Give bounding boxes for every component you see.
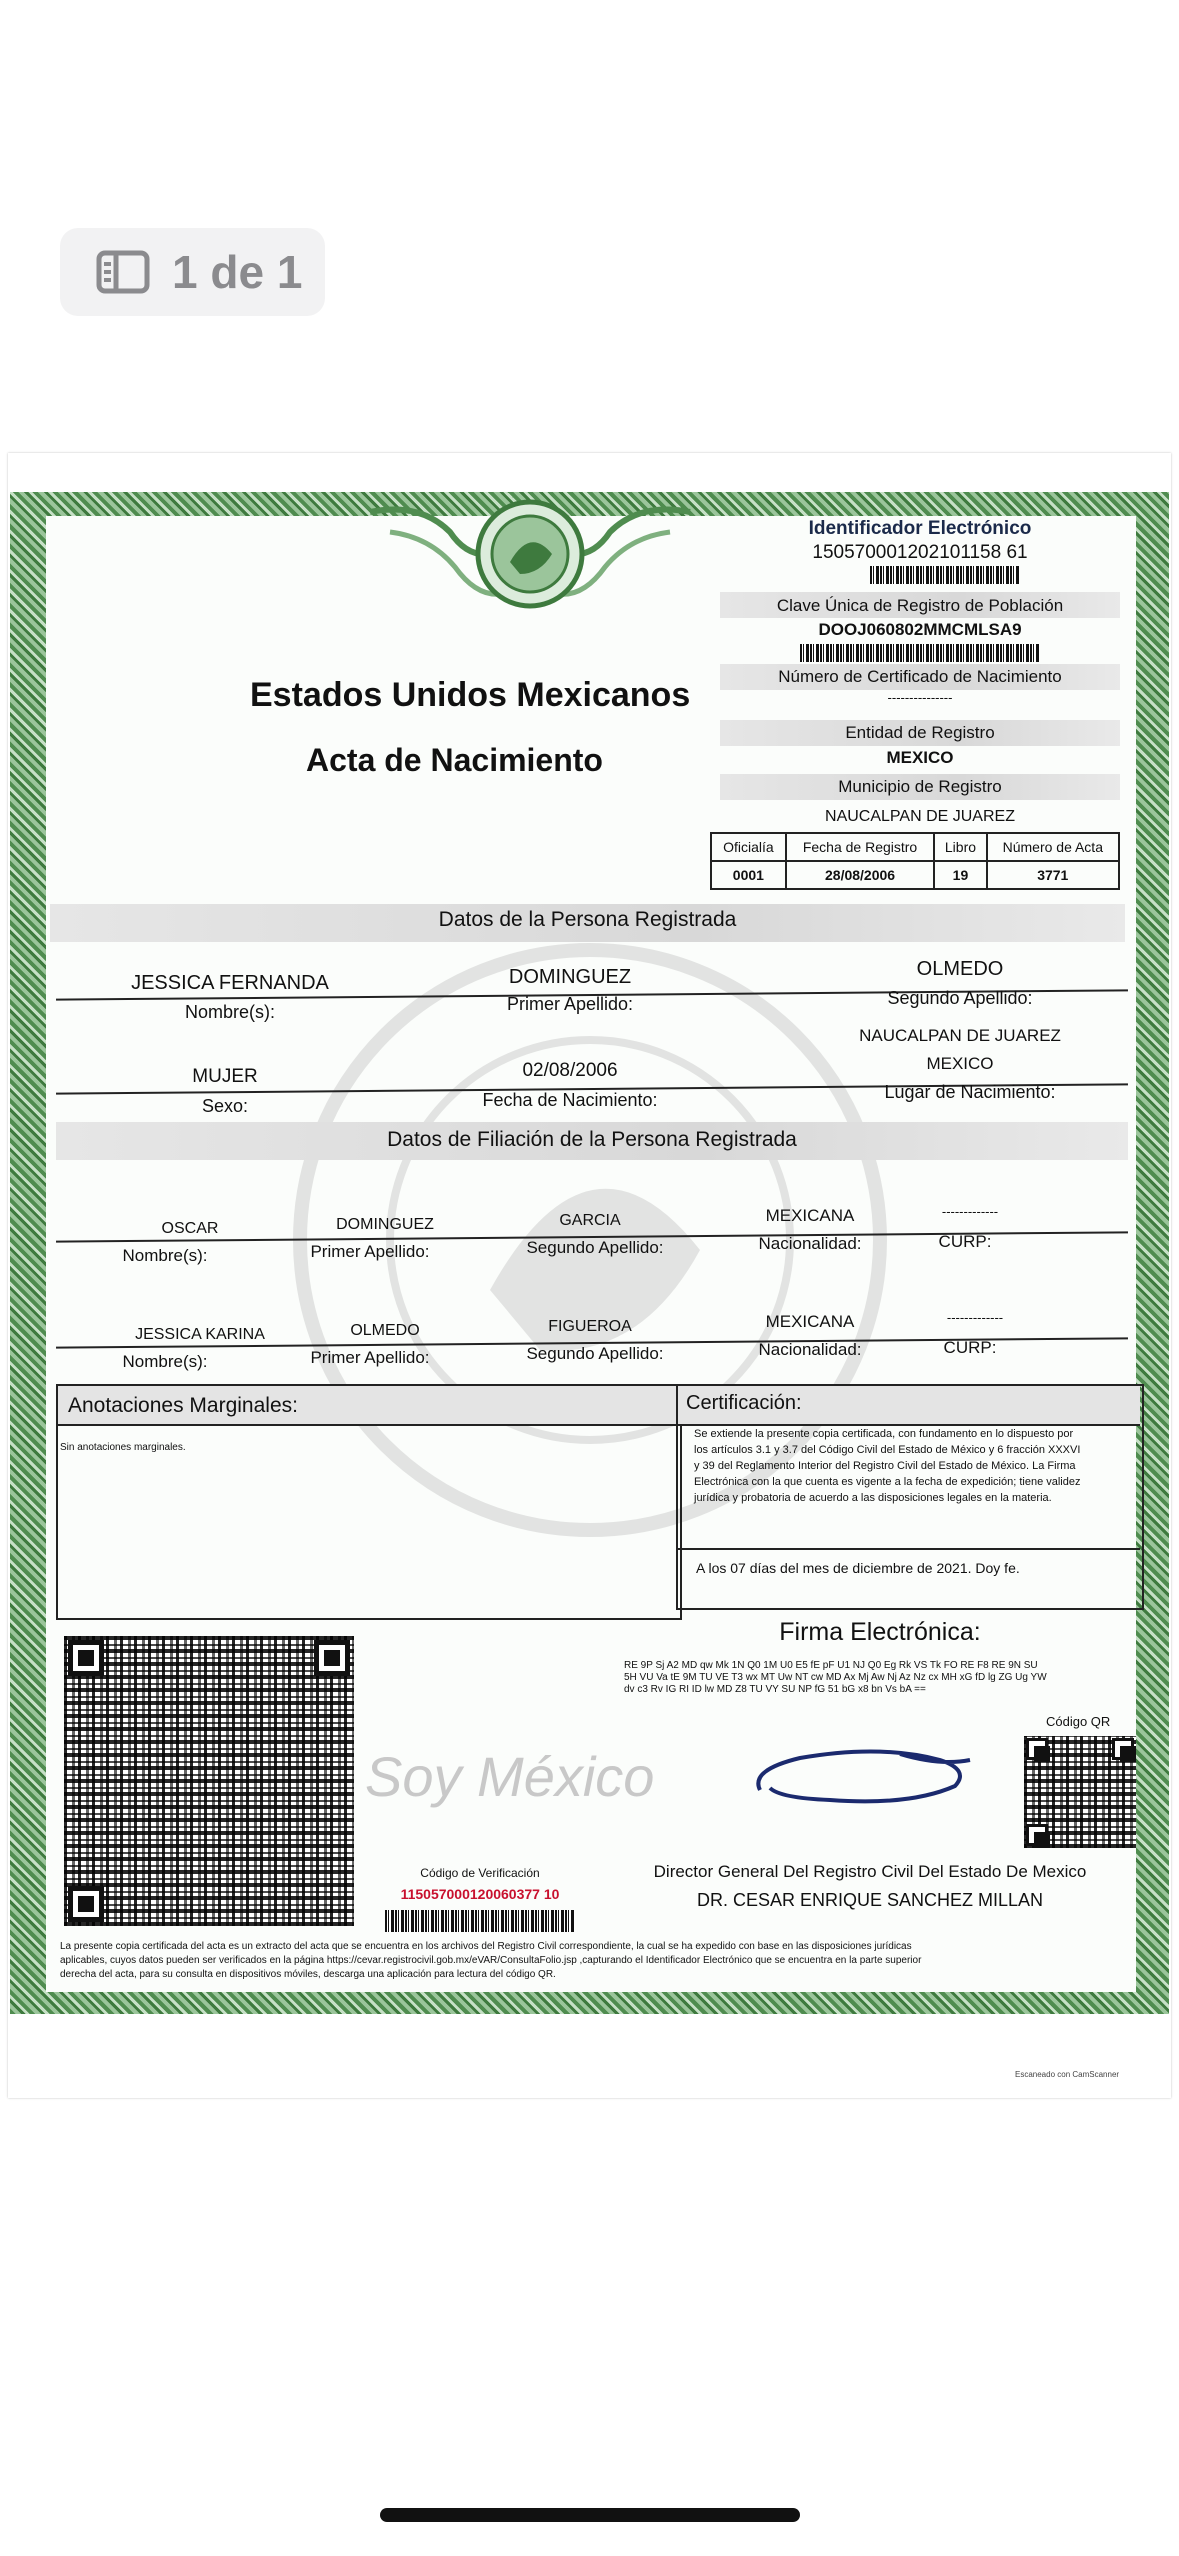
parent2-first-surname: OLMEDO (350, 1322, 420, 1339)
parent1-second-surname: GARCIA (559, 1212, 621, 1229)
person-second-surname: OLMEDO (916, 958, 1004, 980)
registry-table (710, 832, 1120, 890)
parent2-curp-label: CURP: (943, 1338, 997, 1357)
person-birth-place-label: Lugar de Nacimiento: (884, 1082, 1056, 1102)
annotations-title: Anotaciones Marginales: (68, 1394, 298, 1417)
curp-value: DOOJ060802MMCMLSA9 (818, 620, 1022, 639)
parent2-name: JESSICA KARINA (135, 1326, 265, 1343)
person-birth-date-label: Fecha de Nacimiento: (482, 1090, 658, 1110)
parent2-curp: ------------- (946, 1310, 1004, 1325)
document-title: Acta de Nacimiento (306, 742, 603, 778)
table-header-libro: Libro (934, 833, 986, 861)
page-indicator[interactable] (60, 228, 325, 316)
parent1-curp-label: CURP: (938, 1232, 992, 1251)
certification-line: Se extiende la presente copia certificada, con fundamento en lo dispuesto por (694, 1428, 1074, 1440)
certification-line: los artículos 3.1 y 3.7 del Código Civil del Estado de México y 6 fracción XXXVI (694, 1444, 1081, 1456)
parent2-nationality-label: Nacionalidad: (758, 1340, 862, 1359)
certification-title: Certificación: (686, 1392, 802, 1414)
parent1-first-surname-label: Primer Apellido: (310, 1242, 430, 1261)
entidad-label: Entidad de Registro (845, 723, 995, 742)
small-qr-code-icon (1024, 1736, 1136, 1848)
table-header-numero-acta: Número de Acta (987, 833, 1119, 861)
birth-place-line-1: NAUCALPAN DE JUAREZ (859, 1026, 1061, 1045)
certification-line: y 39 del Reglamento Interior del Registro Civil del Estado de México. La Firma (694, 1460, 1076, 1472)
legal-footer-line: La presente copia certificada del acta es un extracto del acta que se encuentra en los archivos del Registro Civil correspondiente, la cual se ha expedido con base en las disposiciones jurídicas (60, 1941, 912, 1952)
parent1-nationality: MEXICANA (765, 1206, 855, 1225)
verification-code: 115057000120060377 10 (400, 1886, 560, 1902)
signature-hash (624, 1660, 1047, 1696)
parent1-curp: ------------- (941, 1204, 999, 1219)
legal-footer (60, 1940, 921, 1982)
certification-line: jurídica y probatoria de acuerdo a las disposiciones legales en la materia. (694, 1492, 1052, 1504)
director-title: Director General Del Registro Civil Del Estado De Mexico (653, 1862, 1087, 1881)
handwritten-signature-icon (740, 1730, 980, 1820)
verification-barcode (385, 1910, 575, 1932)
table-cell-fecha: 28/08/2006 (786, 861, 935, 889)
curp-barcode (800, 644, 1040, 662)
legal-footer-line: derecha del acta, para su consulta en dispositivos móviles, descarga una aplicación para lectura del código QR. (60, 1969, 556, 1980)
person-birth-date: 02/08/2006 (522, 1060, 618, 1081)
legal-footer-line: aplicables, cuyos datos pueden ser verificados en la página https://cevar.registrocivil.gob.mx/eVAR/ConsultaFolio.jsp ,capturando el Identificador Electrónico que se encuentra en la parte superior (60, 1955, 922, 1966)
municipio-label: Municipio de Registro (838, 777, 1002, 796)
parent1-first-surname: DOMINGUEZ (336, 1216, 434, 1233)
person-first-surname-label: Primer Apellido: (506, 994, 634, 1014)
parent1-nationality-label: Nacionalidad: (758, 1234, 862, 1253)
table-cell-libro: 19 (934, 861, 986, 889)
annotations-text: Sin anotaciones marginales. (60, 1442, 186, 1453)
entidad-value: MEXICO (886, 748, 954, 767)
parent2-name-label: Nombre(s): (122, 1352, 208, 1371)
certificate-number-label: Número de Certificado de Nacimiento (778, 667, 1062, 686)
parent2-nationality: MEXICANA (765, 1312, 855, 1331)
certification-date: A los 07 días del mes de diciembre de 2021. Doy fe. (696, 1560, 1020, 1576)
large-qr-code-icon (64, 1636, 354, 1926)
table-cell-oficialia: 0001 (711, 861, 786, 889)
soy-mexico-watermark: Soy México (365, 1745, 655, 1808)
parent2-second-surname-label: Segundo Apellido: (526, 1344, 664, 1363)
person-first-surname: DOMINGUEZ (508, 966, 632, 988)
parent1-second-surname-label: Segundo Apellido: (526, 1238, 664, 1257)
person-section-title: Datos de la Persona Registrada (438, 908, 737, 931)
curp-label: Clave Única de Registro de Población (776, 596, 1064, 615)
parent1-name: OSCAR (161, 1220, 219, 1237)
home-indicator[interactable] (380, 2508, 800, 2522)
parent2-first-surname-label: Primer Apellido: (310, 1348, 430, 1367)
scanner-watermark: Escaneado con CamScanner (1015, 2070, 1120, 2079)
municipio-value: NAUCALPAN DE JUAREZ (825, 808, 1015, 825)
table-header-oficialia: Oficialía (711, 833, 786, 861)
person-second-surname-label: Segundo Apellido: (887, 988, 1033, 1008)
signature-hash-line: RE 9P Sj A2 MD qw Mk 1N Q0 1M U0 E5 fE pF U1 NJ Q0 Eg Rk VS Tk FO RE F8 RE 9N SU (624, 1660, 1038, 1671)
certificate-number-value: --------------- (887, 690, 953, 705)
page-indicator-text: 1 de 1 (172, 246, 303, 298)
table-header-fecha: Fecha de Registro (786, 833, 935, 861)
signature-hash-line: 5H VU Va tE 9M TU VE T3 wx MT Uw NT cw MD Ax Mj Aw Nj Az Nz cx MH xG fD lg ZG Ug YW (624, 1672, 1047, 1683)
table-cell-numero-acta: 3771 (987, 861, 1119, 889)
sidebar-icon (96, 250, 150, 294)
country-title: Estados Unidos Mexicanos (250, 676, 691, 714)
person-name: JESSICA FERNANDA (131, 972, 329, 994)
electronic-signature-title: Firma Electrónica: (779, 1618, 981, 1646)
person-sex-label: Sexo: (201, 1096, 249, 1116)
id-label: Identificador Electrónico (808, 518, 1032, 539)
signature-hash-line: dv c3 Rv IG RI ID lw MD Z8 TU VY SU NP fG 51 bG x8 bn Vs bA == (624, 1684, 926, 1695)
small-qr-label: Código QR (1046, 1714, 1111, 1729)
certification-line: Electrónica con la que cuenta es vigente a la fecha de expedición; tiene validez (694, 1476, 1081, 1488)
filiation-section-title: Datos de Filiación de la Persona Registrada (387, 1128, 797, 1151)
director-name: DR. CESAR ENRIQUE SANCHEZ MILLAN (696, 1890, 1044, 1910)
certification-text (694, 1426, 1080, 1506)
verification-label: Código de Verificación (420, 1866, 540, 1880)
person-sex: MUJER (192, 1066, 258, 1087)
person-name-label: Nombre(s): (184, 1002, 275, 1022)
id-value: 150570001202101158 61 (812, 542, 1028, 563)
birth-place-line-2: MEXICO (926, 1054, 994, 1073)
parent2-second-surname: FIGUEROA (548, 1318, 632, 1335)
id-barcode (870, 566, 1020, 584)
parent1-name-label: Nombre(s): (122, 1246, 208, 1265)
coat-of-arms-icon (360, 492, 700, 632)
